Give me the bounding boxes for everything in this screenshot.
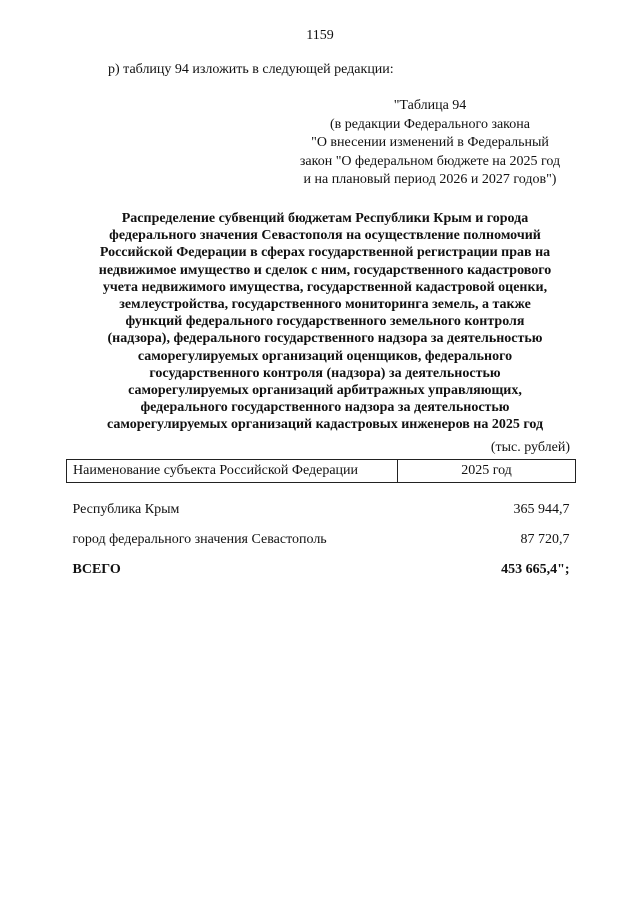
- heading-line: "О внесении изменений в Федеральный: [311, 135, 549, 150]
- table-total-row: [67, 555, 576, 585]
- title-line: недвижимое имущество и сделок с ним, государственного кадастрового: [98, 262, 552, 278]
- table-row: [67, 525, 576, 555]
- title-line: саморегулируемых организаций кадастровых инженеров на 2025 год: [106, 417, 544, 433]
- title-line: саморегулируемых организаций арбитражных управляющих,: [128, 383, 522, 399]
- region-name: город федерального значения Севастополь: [72, 532, 327, 547]
- column-header-region: Наименование субъекта Российской Федерации: [67, 460, 398, 483]
- title-line: федерального государственного надзора за деятельностью: [140, 400, 510, 416]
- total-label: ВСЕГО: [72, 562, 121, 577]
- title-line: государственного контроля (надзора) за деятельностью: [149, 365, 501, 381]
- heading-line: (в редакции Федерального закона: [330, 116, 530, 132]
- title-line: учета недвижимого имущества, государственной кадастровой оценки,: [102, 279, 548, 295]
- page-number: 1159: [306, 28, 334, 43]
- title-line: землеустройства, государственного мониторинга земель, а также: [119, 297, 531, 313]
- units-label: (тыс. рублей): [490, 440, 570, 455]
- region-amount: 87 720,7: [520, 532, 570, 547]
- heading-line: "Таблица 94: [393, 98, 467, 113]
- column-header-year: 2025 год: [398, 460, 576, 483]
- title-line: саморегулируемых организаций оценщиков, федерального: [137, 348, 513, 364]
- title-line: функций федерального государственного земельного контроля: [125, 314, 525, 330]
- table-row: [67, 483, 576, 526]
- region-name: Республика Крым: [72, 502, 180, 517]
- title-line: Распределение субвенций бюджетам Республики Крым и города: [121, 211, 529, 226]
- region-amount: 365 944,7: [513, 502, 570, 517]
- heading-line: закон "О федеральном бюджете на 2025 год: [299, 153, 561, 169]
- table-header-row: [67, 460, 576, 483]
- title-line: федерального значения Севастополя на осуществление полномочий: [109, 228, 541, 244]
- subvention-table: [66, 459, 576, 585]
- total-amount: 453 665,4";: [501, 562, 570, 577]
- title-line: Российской Федерации в сферах государственной регистрации прав на: [99, 245, 551, 261]
- intro-text: р) таблицу 94 изложить в следующей редакции:: [108, 62, 394, 77]
- table-heading-note: [270, 97, 590, 190]
- document-title: [60, 210, 590, 434]
- heading-line: и на плановый период 2026 и 2027 годов"): [303, 172, 557, 187]
- title-line: (надзора), федерального государственного надзора за деятельностью: [107, 331, 543, 347]
